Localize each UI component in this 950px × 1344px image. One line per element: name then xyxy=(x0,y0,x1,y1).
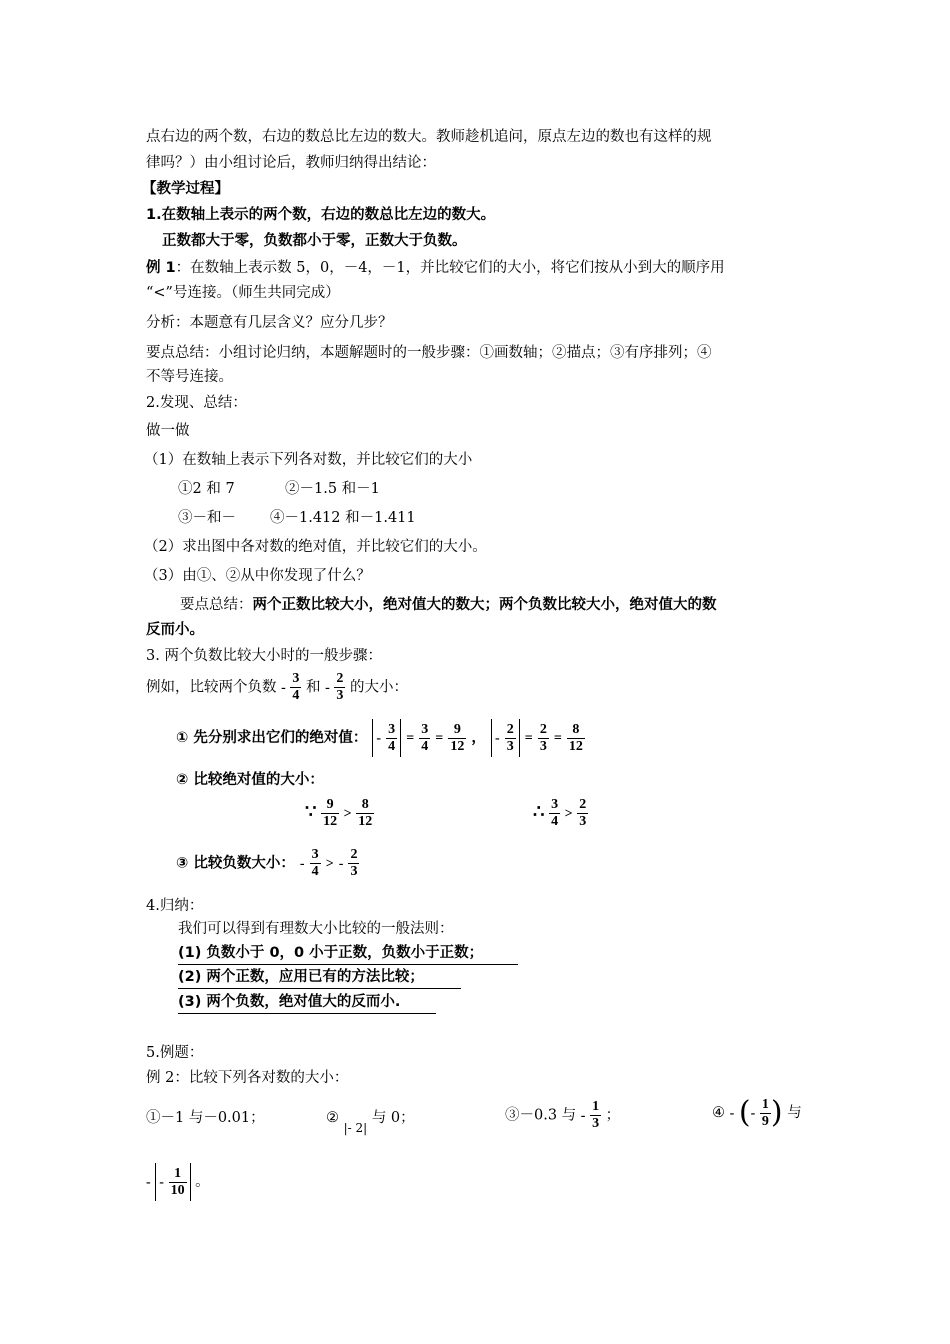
size-text: 的大小： xyxy=(350,679,408,696)
exercise-2-label: ② xyxy=(326,1110,339,1126)
fraction-3-4: $\frac{3}{4}$ xyxy=(421,721,429,754)
key-summary-text: 两个正数比较大小，绝对值大的数大；两个负数比较大小，绝对值大的数 xyxy=(252,597,717,613)
fraction-9-12: $\frac{9}{12}$ xyxy=(323,797,338,829)
exercise-4-cont: - - $\frac{1}{10}$ 。 xyxy=(146,1163,210,1201)
fraction-1-3: $\frac{1}{3}$ xyxy=(592,1099,600,1131)
equals: = xyxy=(553,731,562,746)
fraction-8-12: $\frac{8}{12}$ xyxy=(568,721,583,754)
analysis: 分析：本题意有几层含义？应分几步？ xyxy=(146,315,393,331)
greater-than: > xyxy=(343,806,352,822)
exercise-3-label: ③－0.3 与 xyxy=(505,1107,577,1124)
because-row xyxy=(305,797,374,830)
rule-2: (2) 两个正数，应用已有的方法比较； xyxy=(178,967,461,989)
abs-neg-3-4: - $\frac{3}{4}$ xyxy=(372,719,401,757)
comma: ， xyxy=(471,730,486,746)
example-compare xyxy=(146,671,408,704)
conclusion-2: 正数都大于零，负数都小于零，正数大于负数。 xyxy=(162,233,467,249)
therefore-row xyxy=(533,797,588,830)
exercise-2 xyxy=(326,1106,415,1135)
rule-1: (1) 负数小于 0，0 小于正数，负数小于正数； xyxy=(178,943,518,965)
minus-sign: - xyxy=(325,680,330,696)
conclusion-1: 1.在数轴上表示的两个数，右边的数总比左边的数大。 xyxy=(146,207,496,223)
fraction-3-4: $\frac{3}{4}$ xyxy=(551,797,559,829)
fraction-2-3: $\frac{2}{3}$ xyxy=(579,797,587,829)
section-3: 3. 两个负数比较大小时的一般步骤： xyxy=(146,648,382,664)
step-3-label: ③ 比较负数大小： xyxy=(176,855,295,872)
line-7: “<”号连接。（师生共同完成） xyxy=(146,285,340,301)
section-2: 2.发现、总结： xyxy=(146,395,247,411)
exercise-2-text: 与 0； xyxy=(371,1110,415,1126)
period: 。 xyxy=(195,1174,210,1190)
line-1: 点右边的两个数，右边的数总比左边的数大。教师趁机追问，原点左边的数也有这样的规 xyxy=(146,129,712,145)
greater-than: > xyxy=(564,806,573,822)
equals: = xyxy=(406,731,415,746)
abs-neg-1-10: - $\frac{1}{10}$ xyxy=(155,1163,190,1201)
summary-2: 不等号连接。 xyxy=(146,369,233,385)
example-2: 例 2：比较下列各对数的大小： xyxy=(146,1070,349,1086)
exercise-1: ①－1 与－0.01； xyxy=(146,1110,265,1126)
rules-intro: 我们可以得到有理数大小比较的一般法则： xyxy=(178,921,454,937)
equals: = xyxy=(435,731,444,746)
abs-neg-2: |- 2| xyxy=(343,1121,368,1135)
equals: = xyxy=(524,731,533,746)
exercise-4: ④ - (- $\frac{1}{9}$ ) 与 xyxy=(712,1095,802,1130)
pair-2: ②－1.5 和－1 xyxy=(285,481,380,497)
pair-4: ④－1.412 和－1.411 xyxy=(270,510,416,526)
pair-1: ①2 和 7 xyxy=(178,481,235,497)
fraction-1-9: $\frac{1}{9}$ xyxy=(761,1096,769,1129)
minus-sign: - xyxy=(281,680,286,696)
section-5: 5.例题： xyxy=(146,1045,204,1061)
step-3: ③ 比较负数大小： - $\frac{3}{4}$ > - $\frac{2}{3}$ xyxy=(176,847,358,879)
abs-neg-2-3: - $\frac{2}{3}$ xyxy=(491,719,520,757)
key-summary-end: 反而小。 xyxy=(146,622,204,638)
task-3: （3）由①、②从中你发现了什么？ xyxy=(144,568,371,584)
example-1-text: ：在数轴上表示数 5，0，－4，－1，并比较它们的大小，将它们按从小到大的顺序用 xyxy=(175,260,725,276)
pair-3: ③－和－ xyxy=(178,510,236,526)
section-4: 4.归纳： xyxy=(146,898,204,914)
task-1: （1）在数轴上表示下列各对数，并比较它们的大小 xyxy=(144,452,473,468)
summary-1: 要点总结：小组讨论归纳，本题解题时的一般步骤：①画数轴；②描点；③有序排列；④ xyxy=(146,345,712,361)
line-2: 律吗？）由小组讨论后，教师归纳得出结论： xyxy=(146,155,436,171)
heading-teaching-process: 【教学过程】 xyxy=(142,181,229,197)
rule-3: (3) 两个负数，绝对值大的反而小. xyxy=(178,992,436,1014)
exercise-3: ③－0.3 与 - $\frac{1}{3}$ ； xyxy=(505,1099,621,1131)
fraction-2-3: $\frac{2}{3}$ xyxy=(350,847,358,879)
exercise-4-text: 与 xyxy=(787,1105,802,1121)
fraction-2-3: $\frac{2}{3}$ xyxy=(539,721,547,754)
step-2: ② 比较绝对值的大小： xyxy=(176,772,324,788)
therefore-symbol: ∴ xyxy=(533,801,545,822)
task-2: （2）求出图中各对数的绝对值，并比较它们的大小。 xyxy=(144,539,487,555)
because-symbol: ∵ xyxy=(305,801,317,822)
fraction-2-3: $\frac{2}{3}$ xyxy=(336,671,344,703)
example-compare-text: 例如，比较两个负数 xyxy=(146,679,277,696)
greater-than: > xyxy=(325,856,334,872)
fraction-9-12: $\frac{9}{12}$ xyxy=(450,721,465,754)
fraction-3-4: $\frac{3}{4}$ xyxy=(311,847,319,879)
exercise-4-label: ④ xyxy=(712,1105,725,1121)
step-1 xyxy=(176,719,585,757)
fraction-3-4: $\frac{3}{4}$ xyxy=(292,671,300,703)
key-summary-label: 要点总结： xyxy=(180,597,253,613)
example-1-label: 例 1 xyxy=(146,260,176,276)
try-it: 做一做 xyxy=(146,423,190,439)
example-1 xyxy=(146,258,725,278)
key-summary xyxy=(180,595,717,615)
fraction-8-12: $\frac{8}{12}$ xyxy=(358,797,373,829)
step-1-label: ① 先分别求出它们的绝对值： xyxy=(176,730,368,746)
and-text: 和 xyxy=(306,679,321,696)
semicolon: ； xyxy=(605,1107,621,1124)
